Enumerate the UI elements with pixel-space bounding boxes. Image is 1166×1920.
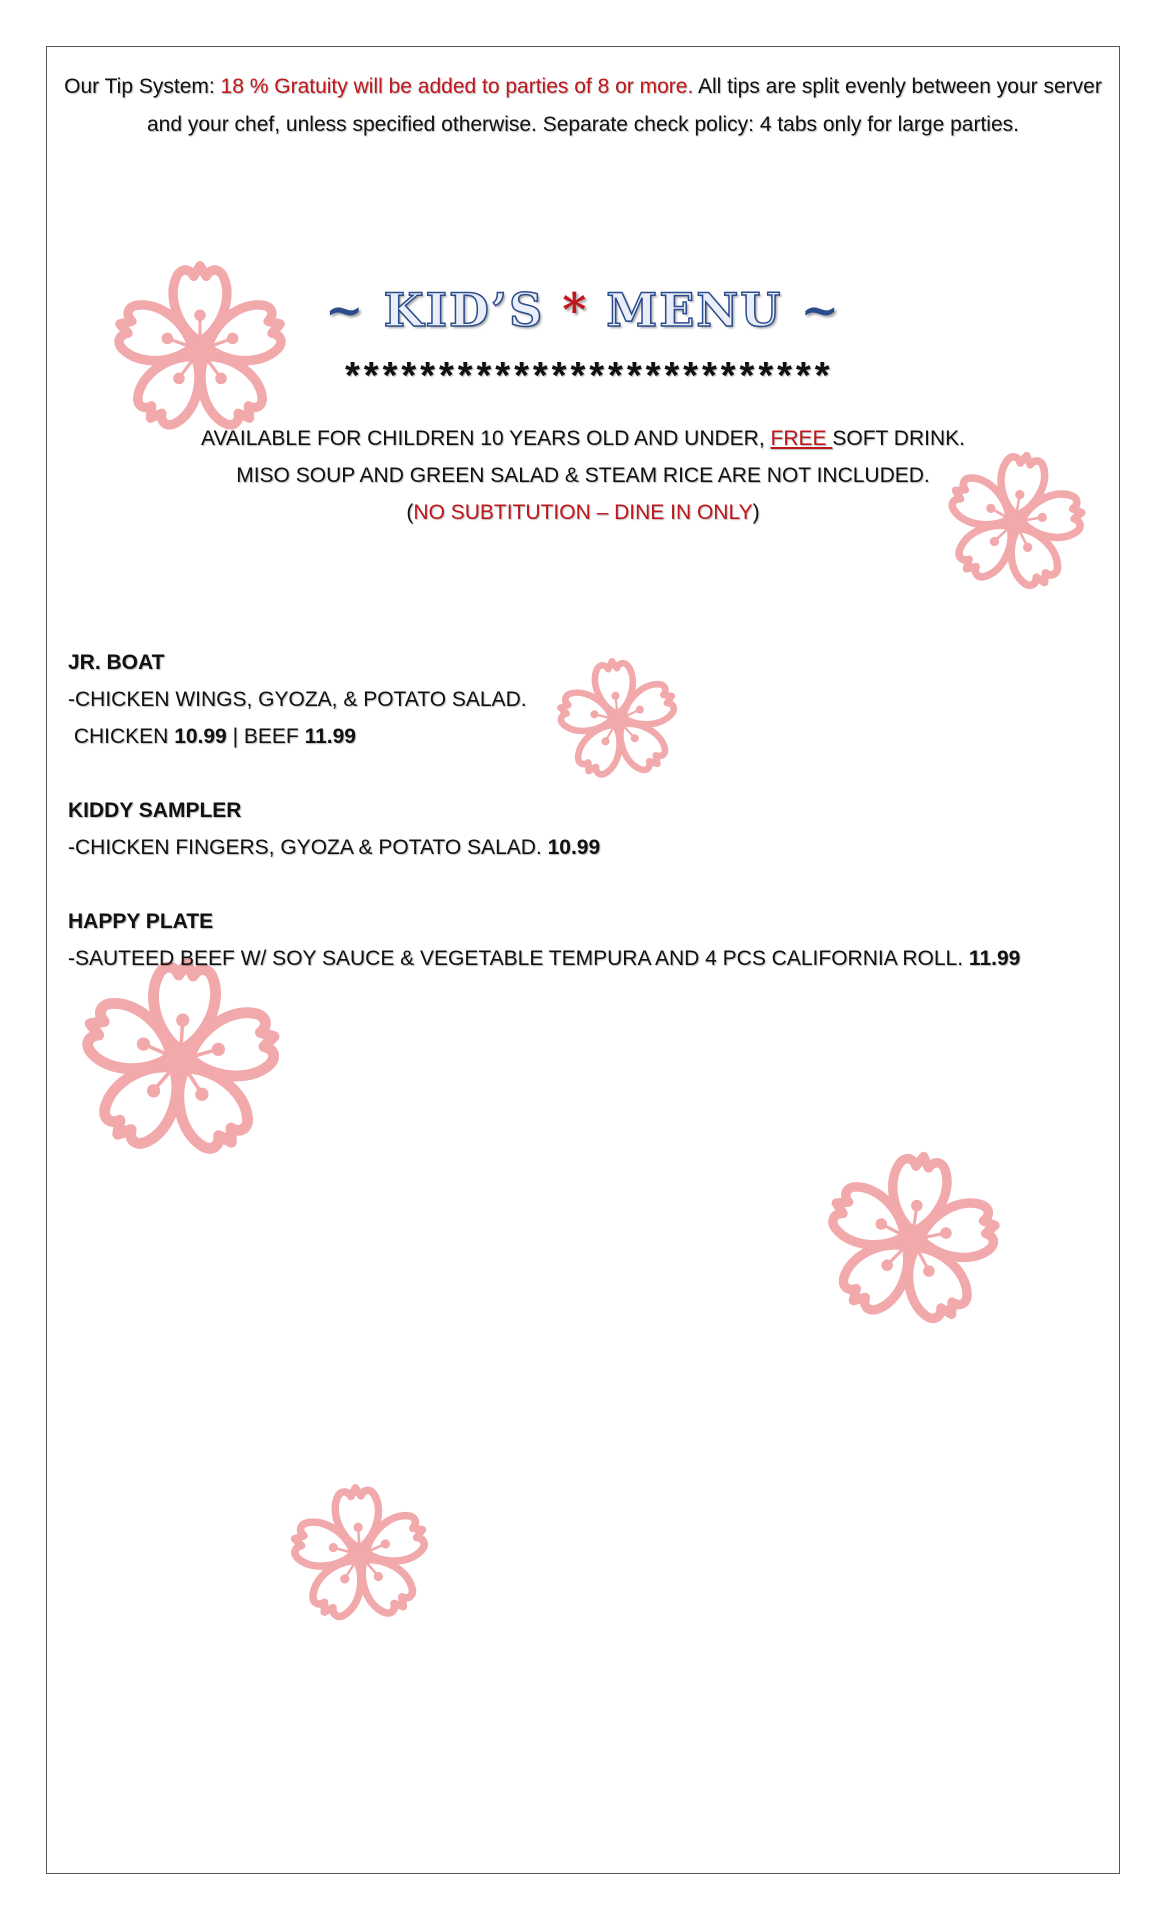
tip-line-1 [46, 68, 1120, 106]
title-star: * [562, 283, 589, 337]
paren-open: ( [406, 501, 414, 524]
item-description-line [68, 829, 1098, 866]
availability-prefix: AVAILABLE FOR CHILDREN 10 YEARS OLD AND UNDER, [201, 427, 771, 450]
availability-line-3 [46, 494, 1120, 531]
stars-divider: ************************** [345, 355, 834, 397]
item-description-line [68, 940, 1098, 977]
title-kids: KID’S [383, 283, 545, 337]
price-chicken: 10.99 [174, 725, 227, 748]
availability-suffix: SOFT DRINK. [832, 427, 965, 450]
gratuity-text: 18 % Gratuity will be added to parties of 8 or more. [220, 75, 694, 98]
tip-notice [46, 68, 1120, 144]
item-name: KIDDY SAMPLER [68, 799, 242, 822]
availability-line-1 [46, 420, 1120, 457]
availability-notes [46, 420, 1120, 531]
menu-items [68, 644, 1098, 1014]
price-label-chicken: CHICKEN [68, 725, 175, 748]
menu-item-jr-boat [68, 644, 1098, 755]
page-title [46, 283, 1120, 337]
title-tilde-right: ~ [782, 283, 841, 337]
availability-line-2: MISO SOUP AND GREEN SALAD & STEAM RICE ARE NOT INCLUDED. [236, 464, 930, 487]
menu-item-happy-plate [68, 903, 1098, 977]
item-name: JR. BOAT [68, 651, 165, 674]
paren-close: ) [752, 501, 760, 524]
price-label-beef: | BEEF [226, 725, 305, 748]
menu-item-kiddy-sampler [68, 792, 1098, 866]
item-price-line [68, 718, 1098, 755]
price-beef: 11.99 [304, 725, 356, 748]
tip-line-2: and your chef, unless specified otherwise. Separate check policy: 4 tabs only for large parties. [147, 113, 1019, 136]
item-description: -CHICKEN FINGERS, GYOZA & POTATO SALAD. [68, 836, 548, 859]
item-description: -SAUTEED BEEF W/ SOY SAUCE & VEGETABLE TEMPURA AND 4 PCS CALIFORNIA ROLL. [68, 947, 969, 970]
cherry-blossom-icon [280, 1475, 440, 1635]
tip-prefix: Our Tip System: [64, 75, 221, 98]
item-price: 11.99 [968, 947, 1021, 970]
title-menu: MENU [606, 283, 783, 337]
item-name: HAPPY PLATE [68, 910, 214, 933]
no-substitution-text: NO SUBTITUTION – DINE IN ONLY [413, 501, 753, 524]
tip-rest: All tips are split evenly between your server [693, 75, 1102, 98]
free-text: FREE [770, 427, 833, 450]
item-price: 10.99 [547, 836, 601, 859]
title-tilde-left: ~ [325, 283, 384, 337]
cherry-blossom-icon [812, 1140, 1012, 1340]
item-description: -CHICKEN WINGS, GYOZA, & POTATO SALAD. [68, 688, 527, 711]
